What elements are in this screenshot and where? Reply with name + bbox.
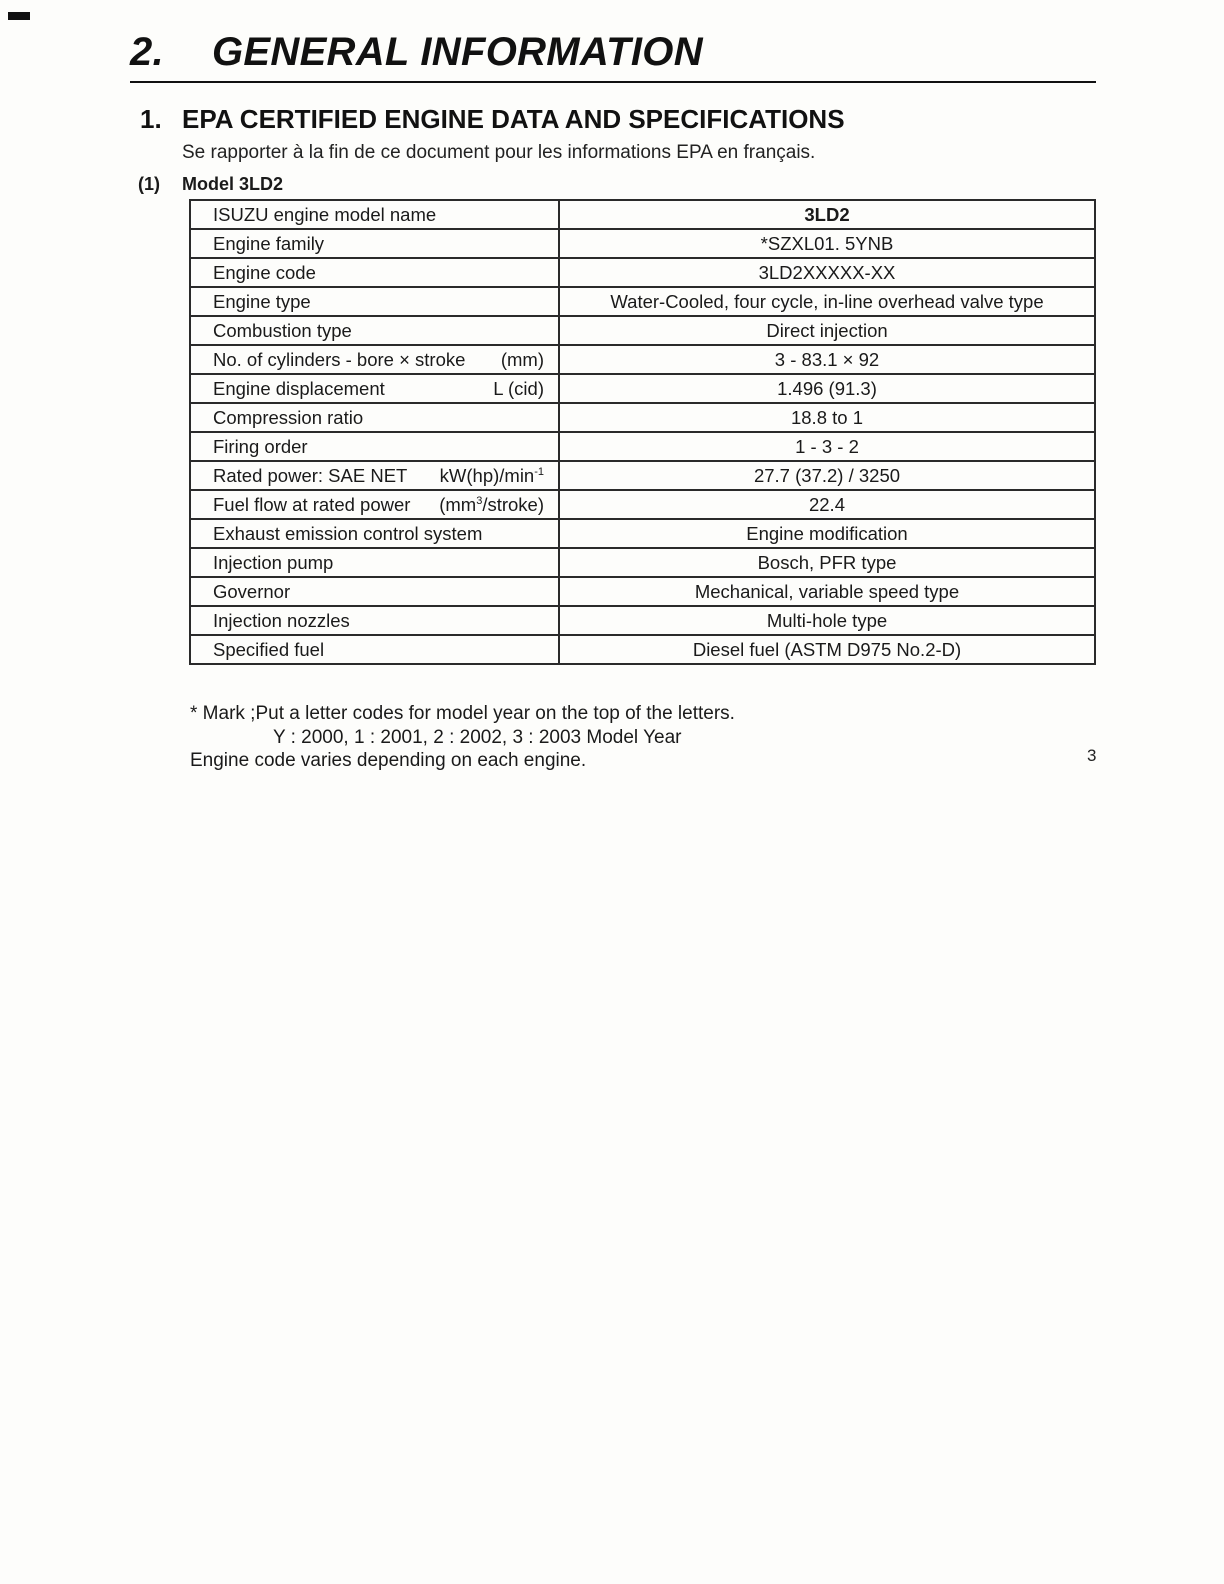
header-value-cell: 3LD2 [559, 200, 1095, 229]
table-row [190, 490, 1095, 519]
param-cell: Injection nozzles [190, 606, 559, 635]
table-row [190, 258, 1095, 287]
param-label: Engine displacement [213, 378, 385, 399]
table-row [190, 403, 1095, 432]
param-cell: Engine code [190, 258, 559, 287]
page-number: 3 [1087, 746, 1097, 765]
subsection-title: Model 3LD2 [182, 174, 284, 194]
table-row [190, 287, 1095, 316]
table-row [190, 432, 1095, 461]
value-cell: Mechanical, variable speed type [559, 577, 1095, 606]
section-title: EPA CERTIFIED ENGINE DATA AND SPECIFICATIONS [182, 104, 845, 134]
table-row [190, 461, 1095, 490]
unit-text: /stroke) [482, 494, 544, 515]
table-row [190, 606, 1095, 635]
param-cell: Compression ratio [190, 403, 559, 432]
value-cell: 1.496 (91.3) [559, 374, 1095, 403]
engine-code-note: Engine code varies depending on each engine. [190, 750, 587, 771]
param-label: Rated power: SAE NET [213, 465, 408, 486]
value-cell: Multi-hole type [559, 606, 1095, 635]
chapter-title: GENERAL INFORMATION [212, 30, 703, 74]
value-cell: Bosch, PFR type [559, 548, 1095, 577]
table-row [190, 345, 1095, 374]
param-unit [440, 462, 544, 489]
unit-text: (mm) [500, 349, 544, 370]
param-with-unit [213, 346, 558, 373]
unit-superscript: -1 [534, 465, 544, 478]
param-cell [190, 374, 559, 403]
value-cell: 3 - 83.1 × 92 [559, 345, 1095, 374]
param-cell: Governor [190, 577, 559, 606]
mark-note: * Mark ;Put a letter codes for model year on the top of the letters. [190, 703, 735, 724]
table-header-row [190, 200, 1095, 229]
table-row [190, 577, 1095, 606]
param-cell: Firing order [190, 432, 559, 461]
unit-superscript: 3 [476, 494, 483, 507]
corner-mark [8, 12, 30, 20]
unit-text: (mm [439, 494, 477, 515]
table-row [190, 635, 1095, 664]
param-unit [439, 491, 544, 518]
french-note: Se rapporter à la fin de ce document pour les informations EPA en français. [182, 142, 816, 163]
chapter-heading [130, 30, 703, 75]
header-param-cell: ISUZU engine model name [190, 200, 559, 229]
chapter-number: 2. [130, 30, 164, 74]
value-cell: Engine modification [559, 519, 1095, 548]
param-cell [190, 490, 559, 519]
param-with-unit [213, 462, 558, 489]
section-number: 1. [140, 104, 162, 134]
value-cell: 22.4 [559, 490, 1095, 519]
param-unit [501, 346, 544, 373]
table-row [190, 229, 1095, 258]
table-row [190, 374, 1095, 403]
param-cell: Engine family [190, 229, 559, 258]
param-with-unit [213, 375, 558, 402]
heading-rule [130, 81, 1096, 83]
param-cell: Exhaust emission control system [190, 519, 559, 548]
subsection-heading [138, 174, 283, 195]
model-year-note: Y : 2000, 1 : 2001, 2 : 2002, 3 : 2003 Model Year [273, 726, 682, 748]
unit-text: L (cid) [493, 378, 544, 399]
subsection-number: (1) [138, 174, 160, 194]
param-label: No. of cylinders - bore × stroke [213, 349, 466, 370]
unit-text: kW(hp)/min [439, 465, 535, 486]
spec-table [189, 199, 1096, 665]
value-cell: 18.8 to 1 [559, 403, 1095, 432]
notes-block [190, 702, 735, 773]
table-row [190, 316, 1095, 345]
param-cell [190, 345, 559, 374]
value-cell: 3LD2XXXXX-XX [559, 258, 1095, 287]
value-cell: 27.7 (37.2) / 3250 [559, 461, 1095, 490]
value-cell: Water-Cooled, four cycle, in-line overhead valve type [559, 287, 1095, 316]
section-heading [140, 104, 845, 135]
value-cell: Diesel fuel (ASTM D975 No.2-D) [559, 635, 1095, 664]
param-cell: Injection pump [190, 548, 559, 577]
param-cell [190, 461, 559, 490]
table-row [190, 548, 1095, 577]
value-cell: *SZXL01. 5YNB [559, 229, 1095, 258]
param-with-unit [213, 491, 558, 518]
param-cell: Specified fuel [190, 635, 559, 664]
param-label: Fuel flow at rated power [213, 494, 411, 515]
param-unit [493, 375, 544, 402]
value-cell: 1 - 3 - 2 [559, 432, 1095, 461]
value-cell: Direct injection [559, 316, 1095, 345]
table-row [190, 519, 1095, 548]
param-cell: Engine type [190, 287, 559, 316]
param-cell: Combustion type [190, 316, 559, 345]
